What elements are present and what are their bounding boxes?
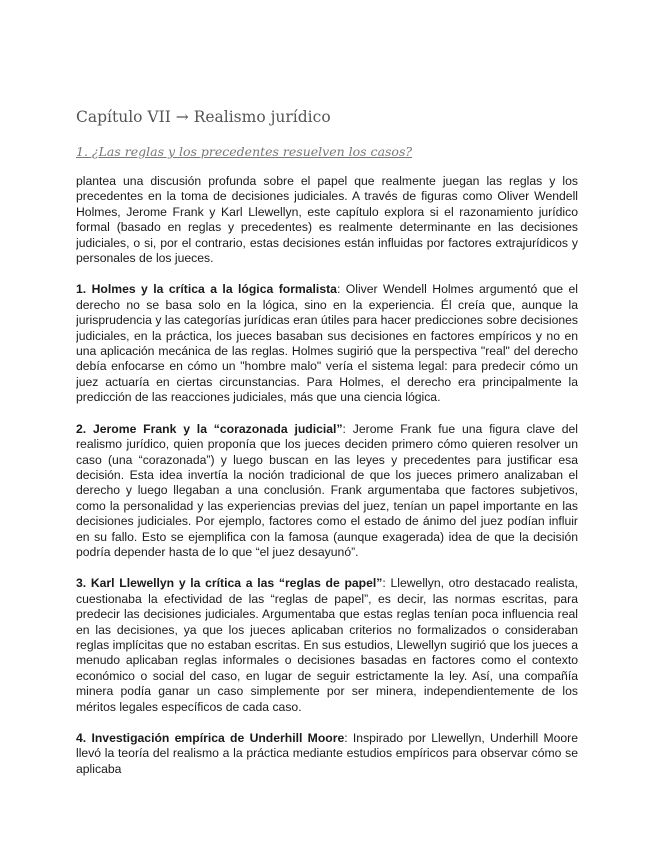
intro-paragraph: plantea una discusión profunda sobre el papel que realmente juegan las reglas y los precedentes en la toma de decisiones judiciales. A través de figuras como Oliver Wendell Holmes, Jerome Frank y Karl Llewellyn, este capítulo explora si el razonamiento jurídico formal (basado en reglas y precedentes) es realmente determinante en las decisiones judiciales, o si, por el contrario, estas decisiones están influidas por factores extrajurídicos y personales de los jueces. [76, 174, 578, 266]
point-paragraph-llewellyn [76, 576, 578, 715]
point-paragraph-frank [76, 422, 578, 561]
point-body: : Llewellyn, otro destacado realista, cuestionaba la efectividad de las “reglas de papel”, es decir, las normas escritas, para predecir las decisiones judiciales. Argumentaba que estas reglas tenían poca influencia real en las decisiones, ya que los jueces aplicaban criterios no formalizados o consideraban reglas implícitas que no estaban escritas. En sus estudios, Llewellyn sugirió que los jueces a menudo aplicaban reglas informales o decisiones basadas en factores como el contexto económico o social del caso, en lugar de seguir estrictamente la ley. Así, una compañía minera podía ganar un caso simplemente por ser minera, independientemente de los méritos legales específicos de cada caso. [76, 576, 578, 714]
point-body: : Oliver Wendell Holmes argumentó que el derecho no se basa solo en la lógica, sino en la experiencia. Él creía que, aunque la jurisprudencia y las categorías jurídicas eran útiles para hacer predicciones sobre decisiones judiciales, en la práctica, los jueces basaban sus decisiones en factores empíricos y no en una aplicación mecánica de las reglas. Holmes sugirió que la perspectiva "real" del derecho debía enfocarse en cómo un "hombre malo" vería el sistema legal: para predecir cómo un juez actuaría en ciertas circunstancias. Para Holmes, el derecho era principalmente la predicción de las reacciones judiciales, más que una ciencia lógica. [76, 282, 578, 405]
point-body: : Inspirado por Llewellyn, Underhill Moore llevó la teoría del realismo a la práctica mediante estudios empíricos para observar cómo se aplicaba [76, 731, 578, 776]
point-heading: 1. Holmes y la crítica a la lógica formalista [76, 282, 337, 297]
point-body: : Jerome Frank fue una figura clave del realismo jurídico, quien proponía que los jueces deciden primero cómo quieren resolver un caso (una “corazonada”) y luego buscan en las leyes y precedentes para justificar esa decisión. Esta idea invertía la noción tradicional de que los jueces primero analizaban el derecho y luego llegaban a una conclusión. Frank argumentaba que factores subjetivos, como la personalidad y las experiencias previas del juez, tenían un papel importante en las decisiones judiciales. Por ejemplo, factores como el estado de ánimo del juez podían influir en su fallo. Esto se ejemplifica con la famosa (aunque exagerada) idea de que la decisión podría depender hasta de lo que “el juez desayunó”. [76, 421, 578, 559]
point-heading: 2. Jerome Frank y la “corazonada judicial” [76, 421, 343, 436]
chapter-title: Capítulo VII → Realismo jurídico [76, 108, 331, 126]
point-heading: 3. Karl Llewellyn y la crítica a las “reglas de papel” [76, 576, 383, 591]
document-body [76, 174, 578, 793]
document-page [76, 0, 578, 848]
point-heading: 4. Investigación empírica de Underhill Moore [76, 731, 345, 745]
point-paragraph-moore [76, 731, 578, 777]
point-paragraph-holmes [76, 282, 578, 405]
section-title: 1. ¿Las reglas y los precedentes resuelven los casos? [76, 144, 413, 159]
